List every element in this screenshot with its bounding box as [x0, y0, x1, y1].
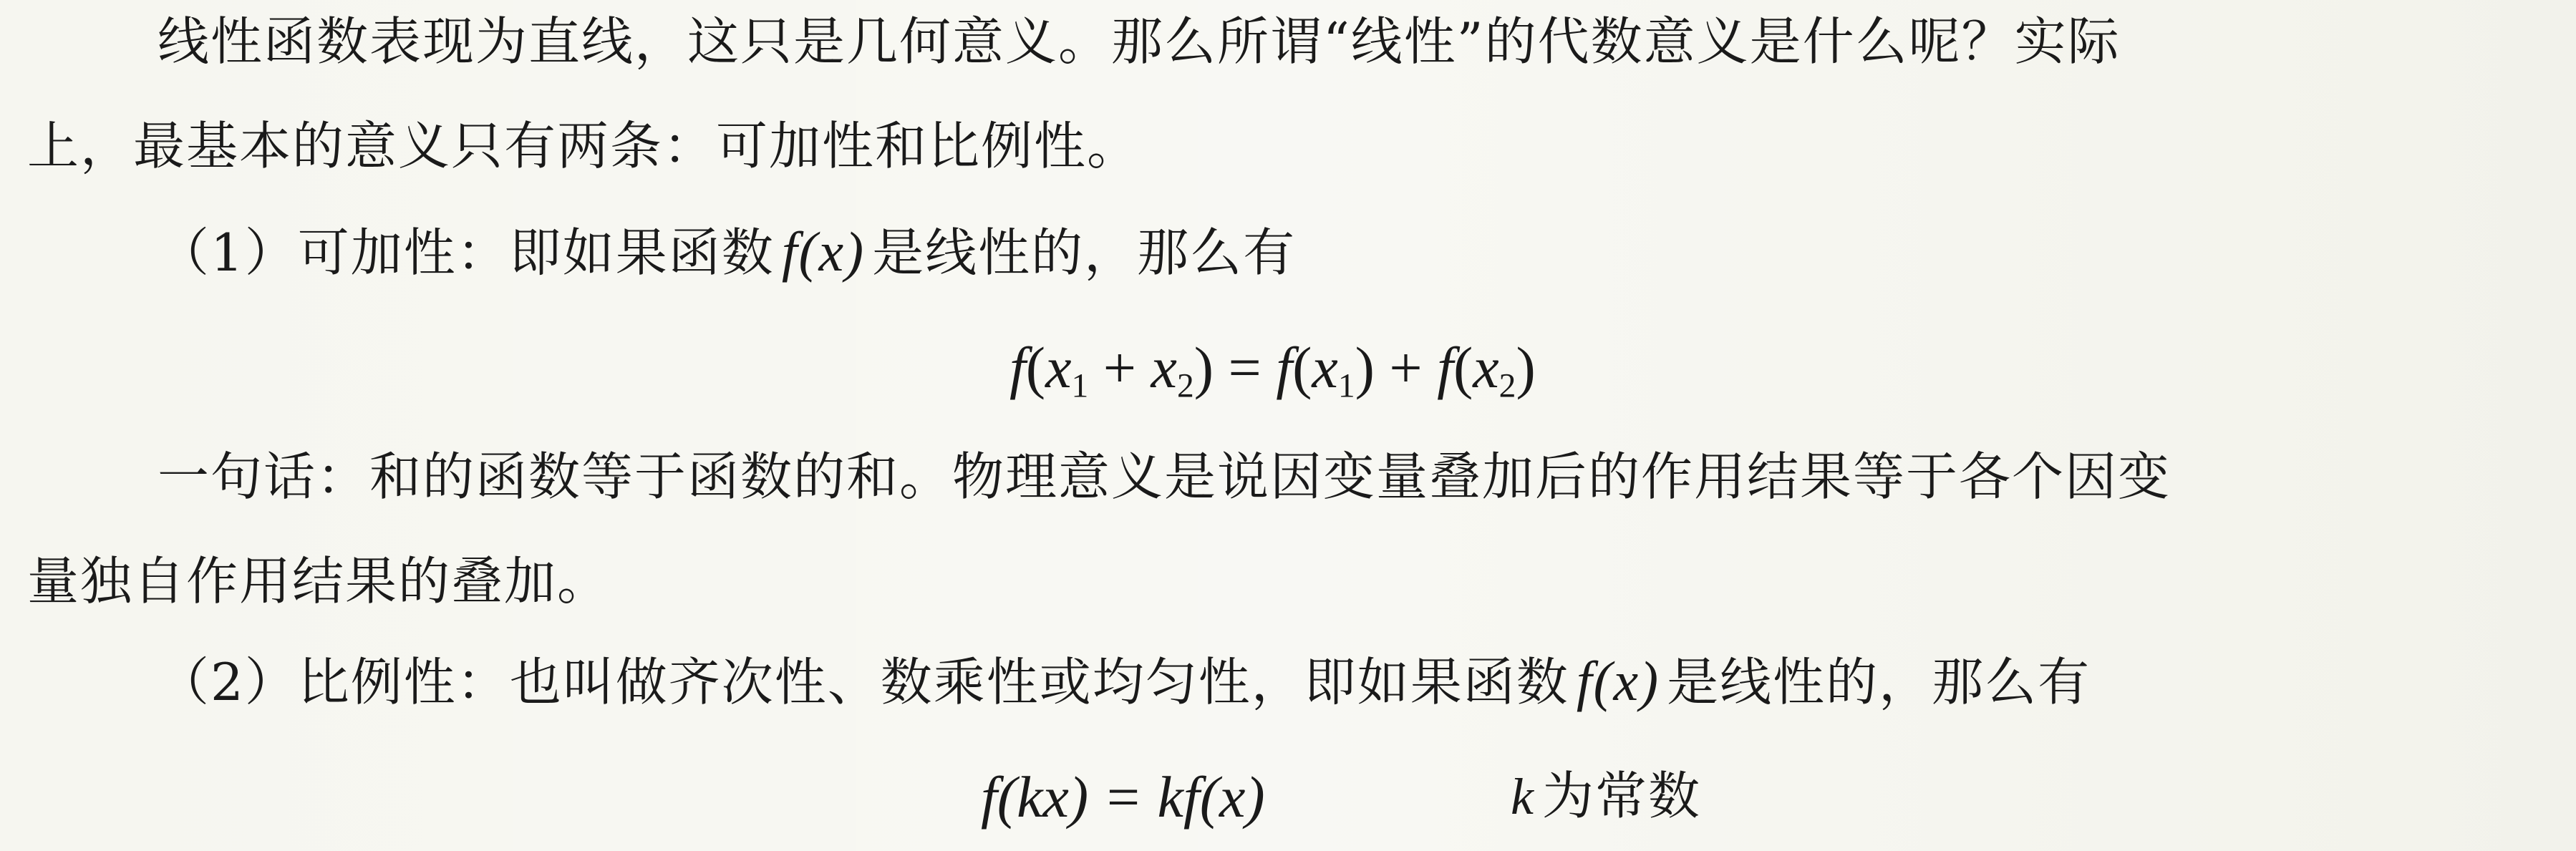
formula-1-open: ( [1025, 335, 1046, 400]
formula-1-rhs-plus: + [1374, 335, 1438, 400]
paragraph-1-line-1: 线性函数表现为直线，这只是几何意义。那么所谓“线性”的代数意义是什么呢？实际 [158, 11, 2121, 72]
item-2-prefix: （2）比例性：也叫做齐次性、数乘性或均匀性，即如果函数 [158, 652, 1569, 712]
formula-2-note [1511, 762, 1701, 831]
formula-additivity [1009, 332, 1536, 404]
item-1-line [158, 218, 1296, 287]
formula-1-plus: + [1088, 335, 1151, 400]
formula-1-sub-1: 1 [1071, 367, 1089, 405]
formula-homogeneity [981, 762, 1265, 833]
formula-1-x1: x [1045, 335, 1072, 400]
formula-1-rhs-1-open: ( [1292, 335, 1312, 400]
formula-1-rhs-1-sub: 1 [1337, 367, 1355, 405]
paragraph-1-line-2: 上，最基本的意义只有两条：可加性和比例性。 [27, 116, 1141, 176]
constant-note: 为常数 [1541, 766, 1701, 826]
paragraph-2-line-1: 一句话：和的函数等于函数的和。物理意义是说因变量叠加后的作用结果等于各个因变 [158, 447, 2171, 507]
constant-k: k [1511, 768, 1535, 825]
formula-2-expression: f(kx) = kf(x) [981, 764, 1265, 830]
formula-1-x2: x [1151, 335, 1177, 400]
item-2-line [158, 647, 2091, 716]
formula-1-f-rhs-1: f [1276, 335, 1293, 400]
formula-1-rhs-2-close: ) [1516, 335, 1536, 400]
formula-1-close: ) [1193, 335, 1214, 400]
formula-1-f: f [1009, 335, 1026, 400]
item-1-function: f(x) [781, 220, 866, 283]
formula-1-rhs-1-close: ) [1355, 335, 1375, 400]
item-1-suffix: 是线性的，那么有 [872, 223, 1297, 283]
formula-1-rhs-2-open: ( [1453, 335, 1473, 400]
formula-1-sub-2: 2 [1176, 367, 1194, 405]
formula-1-rhs-1-x: x [1312, 335, 1338, 400]
formula-1-rhs-2-sub: 2 [1498, 367, 1516, 405]
item-2-function: f(x) [1576, 650, 1660, 712]
item-2-suffix: 是线性的，那么有 [1667, 652, 2091, 712]
formula-1-equals: = [1214, 335, 1277, 400]
formula-1-f-rhs-2: f [1437, 335, 1453, 400]
formula-1-rhs-2-x: x [1473, 335, 1499, 400]
paragraph-2-line-2: 量独自作用结果的叠加。 [27, 551, 611, 611]
item-1-prefix: （1）可加性：即如果函数 [158, 223, 775, 283]
